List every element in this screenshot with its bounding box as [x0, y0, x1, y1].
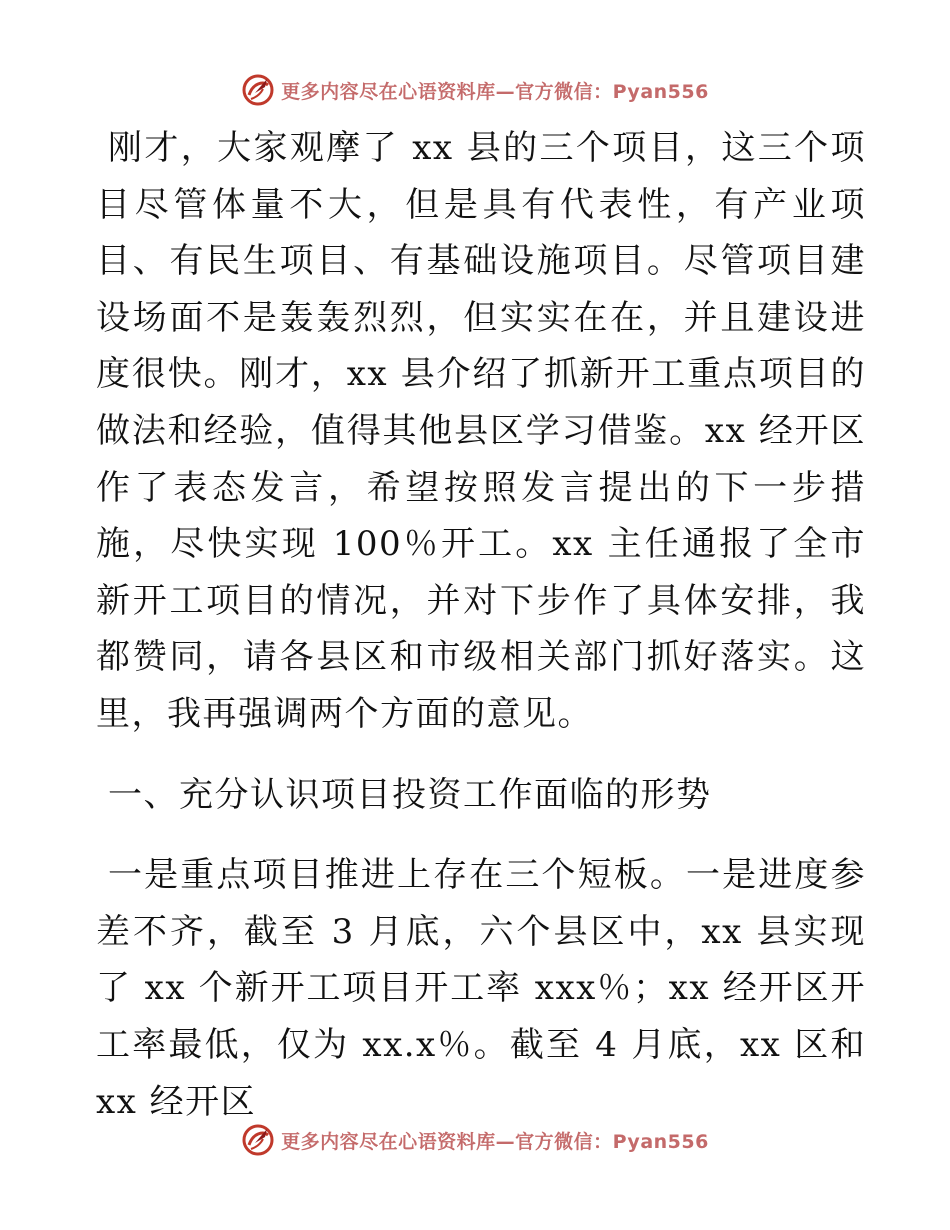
body-paragraph-1: 刚才，大家观摩了 xx 县的三个项目，这三个项目尽管体量不大，但是具有代表性，有产业项目、有民生项目、有基础设施项目。尽管项目建设场面不是轰轰烈烈，但实实在在，并且建设进度很快。刚才，xx 县介绍了抓新开工重点项目的做法和经验，值得其他县区学习借鉴。xx 经开区作了表态发言，希望按照发言提出的下一步措施，尽快实现 100％开工。xx 主任通报了全市新开工项目的情况，并对下步作了具体安排，我都赞同，请各县区和市级相关部门抓好落实。这里，我再强调两个方面的意见。 — [96, 128, 866, 734]
document-body — [96, 120, 866, 1130]
section-heading-1: 一、充分认识项目投资工作面临的形势 — [108, 774, 712, 815]
red-swirl-quill-logo-icon — [241, 1123, 275, 1157]
body-paragraph-2: 一是重点项目推进上存在三个短板。一是进度参差不齐，截至 3 月底，六个县区中，xx 县实现了 xx 个新开工项目开工率 xxx％；xx 经开区开工率最低，仅为 xx.x％。截至 4 月底，xx 区和 xx 经开区 — [96, 855, 866, 1122]
header-banner-text: 更多内容尽在心语资料库—官方微信：Pyan556 — [281, 80, 709, 103]
header-banner — [0, 70, 950, 110]
red-swirl-quill-logo-icon — [241, 73, 275, 107]
footer-banner — [0, 1120, 950, 1160]
footer-banner-text: 更多内容尽在心语资料库—官方微信：Pyan556 — [281, 1130, 709, 1153]
